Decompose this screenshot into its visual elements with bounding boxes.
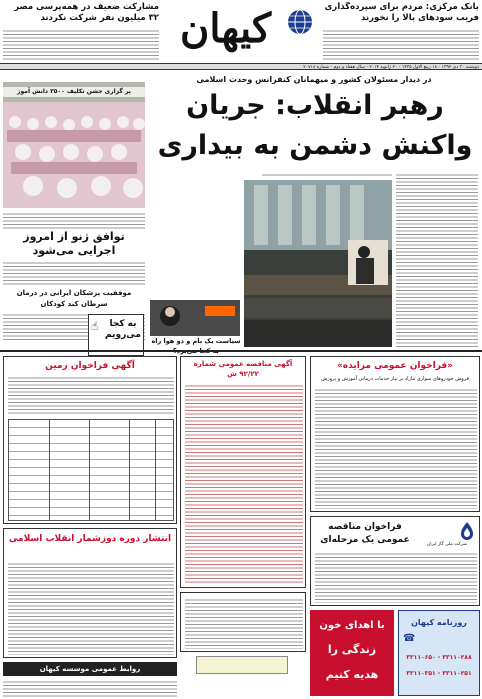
masthead-right-headline: بانک مرکزی: مردم برای سپرده‌گذاری فریب سودهای بالا را نخورند	[324, 2, 479, 23]
masthead	[0, 0, 482, 70]
auction-right-ad[interactable]	[310, 356, 480, 512]
revolution-book-ad[interactable]	[3, 528, 177, 658]
blood-line-3: هدیه کنیم	[325, 668, 379, 681]
masthead-right-text	[323, 28, 479, 62]
tender-center-title: آگهی مناقصه عمومی شماره ۹۲/۲۲ ش	[193, 360, 293, 378]
masthead-left-text	[3, 28, 159, 62]
hand-icon: ☝	[91, 319, 99, 333]
footer-left: روابط عمومی موسسه کیهان	[3, 662, 177, 676]
revolution-book-title: انتشار دوره دوزشمار انقلاب اسلامی	[8, 534, 172, 544]
masthead-logo: کیهان	[179, 5, 272, 52]
auction-right-sub: فروش خودروهای سواری مازاد بر نیاز خدمات درمانی آموزش و پرورش	[321, 376, 469, 382]
date-bar: دوشنبه ۳۰ دی ۱۳۹۲ - ۱۸ ربیع الاول ۱۴۳۵ - ۲۰ ژانویه ۲۰۱۴ - سال هفتاد و دوم - شماره ۲۰۷۱۸	[0, 63, 482, 70]
main-story-text-2	[262, 172, 392, 177]
globe-icon	[286, 8, 314, 36]
main-headline-1: رهبر انقلاب: جریان	[186, 90, 444, 121]
masthead-left-headline: مشارکت ضعیف در همه‌پرسی مصر ۳۲ میلیون نفر شرکت نکردند	[14, 2, 159, 23]
phone-icon: ☎	[403, 633, 415, 644]
section-divider	[0, 350, 482, 352]
auction-right-title: «فراخوان عمومی مزایده»	[336, 361, 453, 371]
left-story-2-title: موفقیت پزشکان ایرانی در درمان سرطان کبد کودکان	[16, 289, 132, 308]
promo-2-text: سیاست یک بام و دو هوا راه	[151, 337, 241, 345]
land-tender-table	[8, 419, 174, 521]
left-story-1-title: توافق ژنو از امروز اجرایی می‌شود	[23, 230, 125, 257]
subscription-ad[interactable]	[398, 610, 480, 696]
small-center-text	[185, 597, 303, 649]
land-tender-ad[interactable]	[3, 356, 177, 524]
gas-tender-text	[315, 551, 477, 603]
gas-tender-ad[interactable]	[310, 516, 480, 606]
blood-line-2: زندگی را	[327, 643, 377, 656]
small-center-ad[interactable]	[180, 592, 306, 652]
subscription-title: روزنامه کیهان	[411, 618, 467, 627]
left-text-1	[3, 211, 145, 229]
gas-company-name: شرکت ملی گاز ایران	[427, 542, 467, 547]
blood-donation-ad[interactable]	[310, 610, 394, 696]
left-text-2	[3, 260, 145, 286]
phone-1: ۳۳۱۱۰۶۵۰ - ۳۳۱۱۰۲۸۸	[406, 654, 472, 661]
auction-right-text	[315, 387, 477, 509]
phone-2: ۳۳۱۱۰۳۵۱ - ۳۳۱۱۰۲۵۱	[406, 670, 472, 677]
code-strip	[196, 656, 288, 674]
tender-center-text	[185, 383, 303, 583]
main-story-text	[396, 172, 478, 347]
land-tender-title: آگهی فراخوان زمین	[45, 361, 135, 371]
promo-2-photo	[150, 300, 240, 336]
main-headline-2: واکنش دشمن به بیداری	[157, 130, 473, 161]
land-tender-text	[8, 375, 174, 415]
blood-line-1: با اهدای خون	[319, 620, 385, 631]
left-photo	[3, 82, 145, 208]
main-kicker: در دیدار مسئولان کشور و میهمانان کنفرانس وحدت اسلامی	[196, 75, 432, 84]
revolution-book-text	[8, 561, 174, 655]
tender-center-ad[interactable]	[180, 356, 306, 588]
main-photo	[244, 180, 392, 347]
left-photo-caption: پر گزاری جشن تکلیف ۳۵۰۰ دانش آموز	[3, 87, 145, 97]
logo-area	[163, 0, 320, 62]
footer-left-text	[3, 679, 177, 697]
promo-1-text: به کجا می‌رویم	[105, 319, 141, 340]
gas-logo-icon	[457, 521, 477, 541]
gas-tender-title: فراخوان مناقصه عمومی یک مرحله‌ای	[320, 522, 410, 545]
